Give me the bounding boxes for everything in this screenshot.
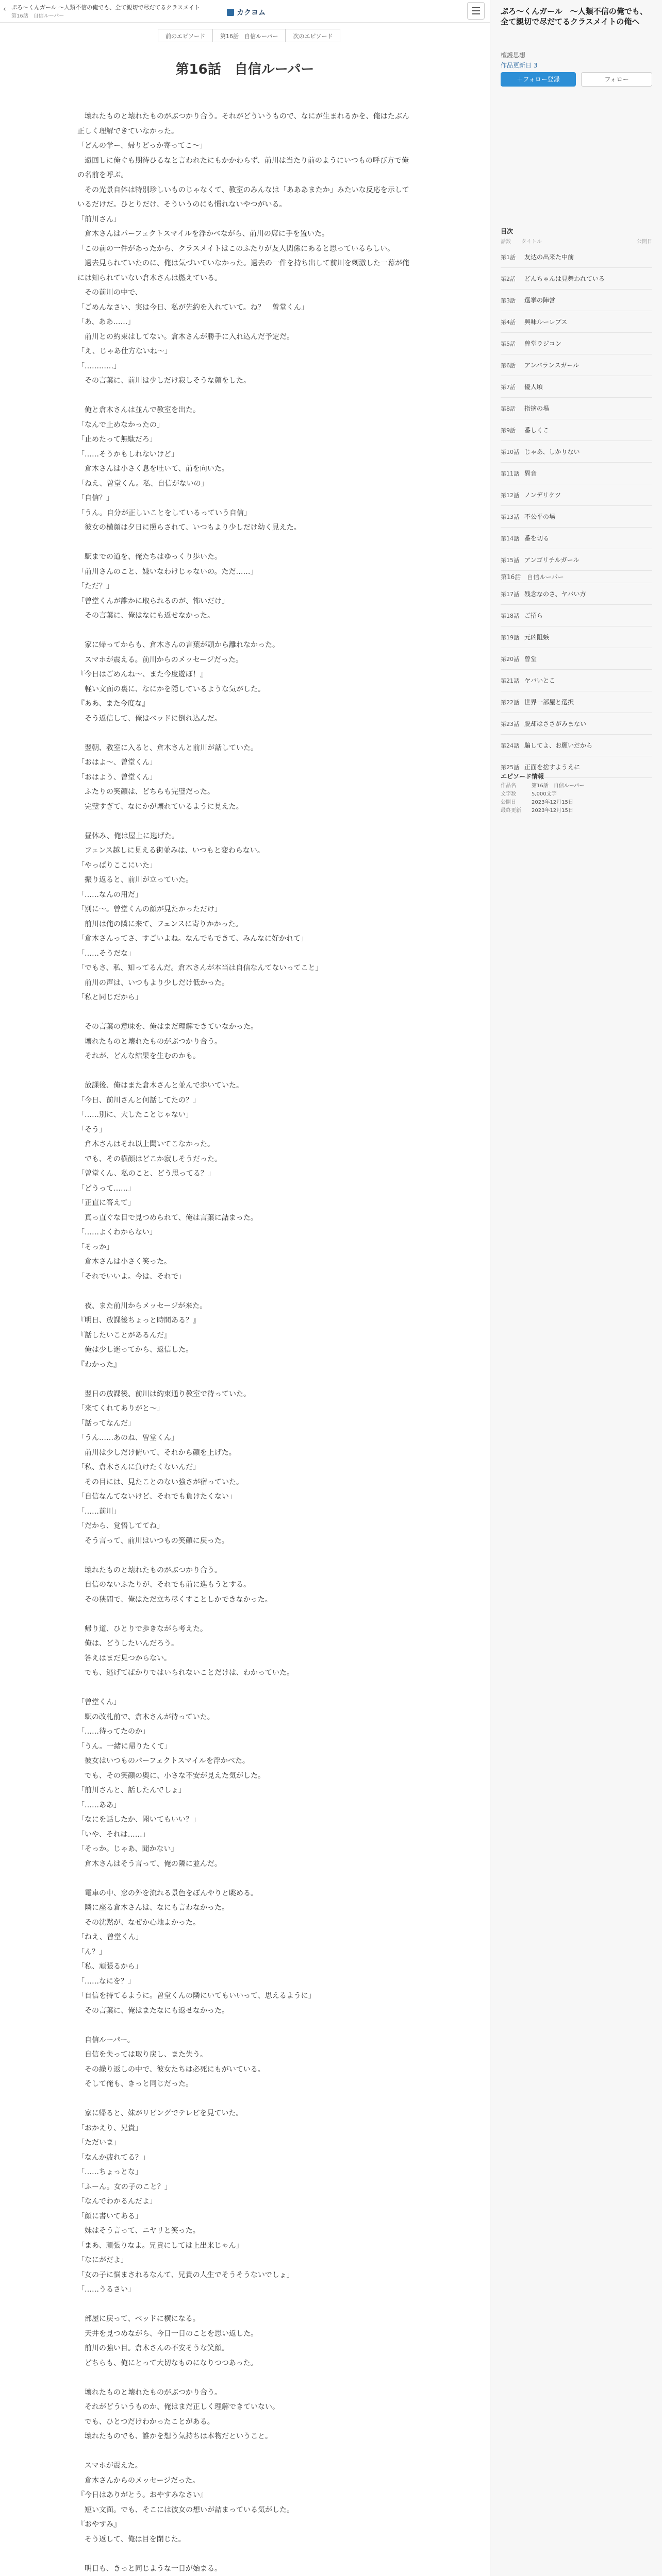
body-paragraph: 「私と同じだから」 bbox=[77, 993, 142, 1002]
body-paragraph bbox=[77, 2092, 412, 2107]
hamburger-icon-bar bbox=[472, 10, 480, 11]
body-paragraph: スマホが震える。前川からのメッセージだった。 bbox=[77, 655, 243, 664]
info-value: 第16話 自信ルーパー bbox=[532, 783, 585, 789]
body-paragraph: 「ふーん。女の子のこと？」 bbox=[77, 2182, 172, 2191]
body-paragraph: 倉木さんはそれ以上聞いてこなかった。 bbox=[77, 1140, 214, 1148]
follow-secondary-button[interactable]: フォロー bbox=[581, 72, 652, 87]
toc-item[interactable] bbox=[501, 691, 652, 713]
body-paragraph: 「女の子に悩まされるなんて、兄貴の人生でそうそうないでしょ」 bbox=[77, 2270, 294, 2279]
body-paragraph bbox=[77, 1871, 412, 1886]
toc-item-title: 番を切る bbox=[524, 535, 550, 542]
episode-info bbox=[501, 782, 652, 815]
toc-item-number: 第18話 bbox=[501, 612, 519, 619]
toc-item-number: 第8話 bbox=[501, 405, 516, 412]
sidebar-work-title[interactable]: ぷろ〜くんガール 〜人類不信の俺でも、全て親切で尽だてるクラスメイトの俺へ bbox=[501, 7, 648, 26]
body-paragraph: 翌日の放課後、前川は約束通り教室で待っていた。 bbox=[77, 1389, 251, 1398]
body-paragraph: 「でもさ、私、知ってるんだ。倉木さんが本当は自信なんてないってこと」 bbox=[77, 964, 323, 972]
body-paragraph bbox=[77, 2297, 412, 2312]
body-paragraph: 「前川さんと、話したんでしょ」 bbox=[77, 1786, 186, 1794]
body-paragraph: 自信のないふたりが、それでも前に進もうとする。 bbox=[77, 1581, 251, 1589]
toc-item[interactable] bbox=[501, 528, 652, 549]
hamburger-icon-bar bbox=[472, 13, 480, 14]
body-paragraph: 『ああ、また今度な』 bbox=[77, 700, 150, 708]
toc-item-number: 第22話 bbox=[501, 699, 519, 706]
body-paragraph: 真っ直ぐな目で見つめられて、俺は言葉に詰まった。 bbox=[77, 1213, 258, 1222]
body-paragraph: 「なにを話したか、聞いてもいい？」 bbox=[77, 1816, 200, 1824]
body-paragraph: 前川は少しだけ俯いて、それから顔を上げた。 bbox=[77, 1448, 236, 1457]
body-paragraph: 『話したいことがあるんだ』 bbox=[77, 1331, 171, 1340]
logo-mark-icon bbox=[227, 9, 234, 16]
body-paragraph: 自信ルーパー。 bbox=[77, 2036, 135, 2044]
body-paragraph: 倉木さんは小さく息を吐いて、前を向いた。 bbox=[77, 465, 229, 473]
body-paragraph: 「なんで止めなかったの」 bbox=[77, 420, 164, 429]
prev-episode-link[interactable]: 前のエピソード bbox=[158, 29, 213, 42]
toc-item-number: 第11話 bbox=[501, 470, 519, 477]
toc-col-num: 話数 bbox=[501, 239, 511, 245]
body-paragraph: それが、どんな結果を生むのかも。 bbox=[77, 1052, 200, 1060]
body-paragraph bbox=[77, 623, 412, 638]
toc-item-number: 第1話 bbox=[501, 253, 516, 261]
body-paragraph: 「なにがだよ」 bbox=[77, 2256, 128, 2264]
toc-item-number: 第19話 bbox=[501, 634, 519, 641]
toc-col-date: 公開日 bbox=[637, 239, 652, 245]
body-paragraph: 『今日はありがとう。おやすみなさい』 bbox=[77, 2491, 207, 2499]
body-paragraph: 自信を失っては取り戻し、また失う。 bbox=[77, 2050, 207, 2059]
body-paragraph: 「やっぱりここにいた」 bbox=[77, 861, 157, 870]
body-paragraph: その繰り返しの中で、彼女たちは必死にもがいている。 bbox=[77, 2065, 265, 2074]
next-episode-link[interactable]: 次のエピソード bbox=[293, 33, 333, 40]
body-paragraph: 「なんでわかるんだよ」 bbox=[77, 2197, 157, 2206]
body-paragraph: 短い文面。でも、そこには彼女の想いが詰まっている気がした。 bbox=[77, 2505, 294, 2514]
body-paragraph: でも、その横顔はどこか寂しそうだった。 bbox=[77, 1155, 222, 1163]
body-paragraph: フェンス越しに見える街並みは、いつもと変わらない。 bbox=[77, 846, 264, 855]
body-paragraph: 「あ、ああ……」 bbox=[77, 318, 135, 326]
body-paragraph: 俺と倉木さんは並んで教室を出た。 bbox=[77, 406, 200, 414]
body-paragraph: 「来てくれてありがと〜」 bbox=[77, 1404, 164, 1413]
toc-item[interactable] bbox=[501, 419, 652, 441]
body-paragraph: 前川の声は、いつもより少しだけ低かった。 bbox=[77, 978, 229, 987]
body-paragraph: 駅までの道を、俺たちはゆっくり歩いた。 bbox=[77, 553, 222, 561]
body-paragraph: 家に帰ると、妹がリビングでテレビを見ていた。 bbox=[77, 2109, 243, 2117]
body-paragraph: その言葉に、前川は少しだけ寂しそうな顔をした。 bbox=[77, 377, 251, 385]
body-paragraph: その目には、見たことのない強さが宿っていた。 bbox=[77, 1478, 243, 1486]
body-paragraph: 「ねえ、曽堂くん。私、自信がないの」 bbox=[77, 479, 208, 488]
toc-item-number: 第13話 bbox=[501, 513, 519, 520]
toc-item-number: 第2話 bbox=[501, 275, 516, 282]
body-paragraph: 「ねえ、曽堂くん」 bbox=[77, 1933, 143, 1941]
toc-col-title: タイトル bbox=[521, 239, 542, 245]
toc-item[interactable] bbox=[501, 354, 652, 376]
body-paragraph: 「……そうだな」 bbox=[77, 949, 135, 958]
toc-item-number: 第3話 bbox=[501, 297, 516, 304]
toc-item-title: 指摘の場 bbox=[524, 405, 550, 412]
toc-heading: 目次 bbox=[501, 228, 514, 235]
body-paragraph: 明日も、きっと同じような一日が始まる。 bbox=[77, 2564, 222, 2573]
body-paragraph: そう言って、前川はいつもの笑顔に戻った。 bbox=[77, 1536, 229, 1545]
body-paragraph: 倉木さんはパーフェクトスマイルを浮かべながら、前川の席に手を置いた。 bbox=[77, 230, 329, 238]
body-paragraph: 「……なんの用だ」 bbox=[77, 890, 142, 899]
info-key: 公開日 bbox=[501, 800, 516, 805]
body-paragraph: 前川の強い目。倉木さんの不安そうな笑顔。 bbox=[77, 2344, 229, 2352]
info-row bbox=[501, 790, 652, 799]
toc-item-title: 優人頃 bbox=[524, 383, 543, 391]
body-paragraph: 倉木さんは小さく笑った。 bbox=[77, 1258, 171, 1266]
body-paragraph: それがどういうものか、俺はまだ正しく理解できていない。 bbox=[77, 2403, 279, 2411]
menu-button[interactable] bbox=[467, 2, 485, 20]
toc-item[interactable] bbox=[501, 735, 652, 756]
body-paragraph: ふたりの笑顔は、どちらも完璧だった。 bbox=[77, 788, 214, 796]
body-paragraph: 「……そうかもしれないけど」 bbox=[77, 450, 178, 459]
toc-item-number: 第24話 bbox=[501, 742, 519, 749]
current-episode-label: 第16話 自信ルーパー bbox=[213, 29, 286, 42]
toc-item-title: 曽堂ラジコン bbox=[524, 340, 562, 347]
body-paragraph: 「別に〜。曽堂くんの顔が見たかっただけ」 bbox=[77, 905, 222, 913]
body-paragraph: 「前川さんのこと、嫌いなわけじゃないの。ただ……」 bbox=[77, 567, 258, 576]
body-paragraph: 壊れたものと壊れたものがぶつかり合う。 bbox=[77, 2388, 222, 2397]
body-paragraph: 隣に座る倉木さんは、なにも言わなかった。 bbox=[77, 1904, 229, 1912]
body-paragraph: 彼女の横顔は夕日に照らされて、いつもより少しだけ幼く見えた。 bbox=[77, 523, 301, 532]
toc-item[interactable] bbox=[501, 626, 652, 648]
body-paragraph: 「そっか」 bbox=[77, 1243, 113, 1251]
toc-item-title: ご招ら bbox=[524, 612, 543, 619]
body-paragraph: 「……よくわからない」 bbox=[77, 1228, 157, 1236]
body-paragraph: 「……前川」 bbox=[77, 1507, 121, 1516]
body-paragraph: 『今日はごめんね〜、また今度遊ぼ！』 bbox=[77, 670, 207, 679]
episode-info-heading: エピソード情報 bbox=[501, 773, 544, 780]
site-logo[interactable] bbox=[227, 7, 266, 18]
toc-item-title: アンバランスガール bbox=[524, 362, 580, 369]
body-paragraph: その言葉に、俺はまたなにも返せなかった。 bbox=[77, 2006, 229, 2015]
body-paragraph: その沈黙が、なぜか心地よかった。 bbox=[77, 1918, 200, 1927]
toc-item[interactable] bbox=[501, 583, 652, 605]
body-paragraph: 「……ああ」 bbox=[77, 1801, 121, 1809]
toc-item-title: 曽堂 bbox=[524, 655, 537, 663]
body-paragraph: どちらも、俺にとって大切なものになりつつあった。 bbox=[77, 2359, 258, 2367]
follow-button[interactable]: ＋フォロー登録 bbox=[501, 72, 576, 87]
toc-item-number: 第25話 bbox=[501, 764, 519, 771]
toc-item-number: 第12話 bbox=[501, 492, 519, 499]
body-paragraph: 「今日、前川さんと何話してたの？」 bbox=[77, 1096, 200, 1105]
body-paragraph bbox=[77, 1284, 412, 1299]
body-paragraph: 答えはまだ見つからない。 bbox=[77, 1654, 171, 1663]
body-paragraph: 「ん？」 bbox=[77, 1947, 106, 1956]
toc-item[interactable] bbox=[501, 506, 652, 528]
body-paragraph: 「なんか疲れてる？」 bbox=[77, 2153, 150, 2162]
body-paragraph: 『おやすみ』 bbox=[77, 2520, 121, 2529]
toc-item-number: 第7話 bbox=[501, 383, 516, 391]
toc-item[interactable] bbox=[501, 463, 652, 484]
body-paragraph: 「……なにを？」 bbox=[77, 1977, 135, 1986]
body-paragraph: 「うん。自分が正しいことをしているっていう自信」 bbox=[77, 509, 251, 517]
body-paragraph: 壊れたものと壊れたものがぶつかり合う。 bbox=[77, 1037, 222, 1046]
body-paragraph bbox=[77, 2444, 412, 2459]
toc-item-title: ノンデリケツ bbox=[524, 492, 561, 499]
body-paragraph: 帰り道、ひとりで歩きながら考えた。 bbox=[77, 1624, 207, 1633]
sidebar-updated: 作品更新日 3 bbox=[501, 62, 538, 69]
body-paragraph bbox=[77, 1064, 412, 1079]
body-paragraph: その前川の中で、 bbox=[77, 289, 142, 297]
body-paragraph: 「そっか。じゃあ、聞かない」 bbox=[77, 1845, 178, 1853]
body-paragraph bbox=[77, 1548, 412, 1563]
toc-item-number: 第21話 bbox=[501, 677, 519, 684]
body-paragraph: 「私、頑張るから」 bbox=[77, 1962, 142, 1971]
body-paragraph bbox=[77, 726, 412, 741]
body-paragraph: スマホが震えた。 bbox=[77, 2462, 142, 2470]
body-paragraph: 壊れたものでも、誰かを想う気持ちは本物だということ。 bbox=[77, 2432, 272, 2441]
body-paragraph: でも、逃げてばかりではいられないことだけは、わかっていた。 bbox=[77, 1669, 294, 1677]
body-paragraph: 「曽堂くん、私のこと、どう思ってる？」 bbox=[77, 1170, 215, 1178]
toc-item[interactable] bbox=[501, 648, 652, 670]
site-name: カクヨム bbox=[237, 9, 266, 17]
body-paragraph: 俺は少し迷ってから、返信した。 bbox=[77, 1346, 193, 1354]
body-paragraph: 「まあ、頑張りなよ。兄貴にしては上出来じゃん」 bbox=[77, 2241, 243, 2250]
sidebar-author[interactable]: 檀護思想 bbox=[501, 52, 526, 59]
toc-item-title: 異音 bbox=[524, 470, 537, 477]
toc-current-episode[interactable]: 第16話 自信ルーパー bbox=[501, 571, 652, 583]
body-paragraph: 「どんの学ー、帰りどっか寄ってこ〜」 bbox=[77, 142, 207, 150]
body-paragraph bbox=[77, 388, 412, 403]
body-paragraph: 「どうって……」 bbox=[77, 1184, 135, 1193]
episode-body bbox=[77, 109, 412, 2576]
body-paragraph: その言葉に、俺はなにも返せなかった。 bbox=[77, 612, 214, 620]
body-paragraph: 部屋に戻って、ベッドに横になる。 bbox=[77, 2315, 200, 2323]
series-title-link[interactable]: ぷろ〜くんガール 〜人類不信の俺でも、全て親切で尽だてるクラスメイト bbox=[11, 4, 200, 11]
toc-item-title: 脱却はささがみまない bbox=[524, 720, 587, 727]
body-paragraph: 天井を見つめながら、今日一日のことを思い返した。 bbox=[77, 2329, 258, 2338]
toc-item-title: 正面を捨すようえに bbox=[524, 764, 581, 771]
body-paragraph bbox=[77, 1372, 412, 1387]
body-paragraph: 「曽堂くん」 bbox=[77, 1698, 121, 1706]
toc-item[interactable] bbox=[501, 376, 652, 398]
toc-item-number: 第15話 bbox=[501, 556, 519, 564]
toc-item[interactable] bbox=[501, 713, 652, 735]
toc-item[interactable] bbox=[501, 484, 652, 506]
body-paragraph: 『明日、放課後ちょっと時間ある？』 bbox=[77, 1316, 200, 1325]
toc-item-number: 第20話 bbox=[501, 655, 519, 663]
body-paragraph: 「おはよう、曽堂くん」 bbox=[77, 773, 157, 782]
toc-item[interactable] bbox=[501, 441, 652, 463]
body-paragraph: 「それでいいよ。今は、それで」 bbox=[77, 1272, 186, 1281]
body-paragraph: 「え、じゃあ仕方ないね〜」 bbox=[77, 347, 172, 355]
info-key: 最終更新 bbox=[501, 808, 521, 814]
body-paragraph: 彼女はいつものパーフェクトスマイルを浮かべた。 bbox=[77, 1757, 250, 1765]
body-paragraph: 夜、また前川からメッセージが来た。 bbox=[77, 1301, 207, 1310]
info-row bbox=[501, 799, 652, 807]
hamburger-icon-bar bbox=[472, 7, 480, 8]
body-paragraph: 翌朝、教室に入ると、倉木さんと前川が話していた。 bbox=[77, 743, 258, 752]
body-paragraph bbox=[77, 1607, 412, 1622]
body-paragraph: 昼休み、俺は屋上に逃げた。 bbox=[77, 832, 179, 840]
body-paragraph: 「話ってなんだ」 bbox=[77, 1419, 135, 1428]
toc-item[interactable] bbox=[501, 398, 652, 419]
toc-item-number: 第23話 bbox=[501, 720, 519, 727]
toc-item-number: 第6話 bbox=[501, 362, 516, 369]
body-paragraph: 壊れたものと壊れたものがぶつかり合う。それがどういうもので、なにが生まれるかを、俺はたぶん正しく理解できていなかった。 bbox=[77, 112, 409, 135]
body-paragraph bbox=[77, 2370, 412, 2385]
body-paragraph: 俺は、どうしたいんだろう。 bbox=[77, 1639, 178, 1648]
body-paragraph: 「正直に答えて」 bbox=[77, 1199, 135, 1207]
body-paragraph: 軽い文面の裏に、なにかを隠しているような気がした。 bbox=[77, 685, 265, 693]
toc-item-number: 第14話 bbox=[501, 535, 519, 542]
body-paragraph: 電車の中、窓の外を流れる景色をぼんやりと眺める。 bbox=[77, 1889, 258, 1897]
body-paragraph: 「顔に書いてある」 bbox=[77, 2212, 142, 2221]
body-paragraph: 「ただ？」 bbox=[77, 582, 113, 590]
body-paragraph: 倉木さんからのメッセージだった。 bbox=[77, 2476, 200, 2485]
body-paragraph: その光景自体は特別珍しいものじゃなくて、教室のみんなは「あああまたか」みたいな反応を示しているだけだ。ひとりだけ、そういうのにも慣れないやつがいる。 bbox=[77, 185, 409, 209]
info-value: 2023年12月15日 bbox=[532, 808, 573, 814]
body-paragraph: 「この前の一件があったから、クラスメイトはこのふたりが友人関係にあると思っているらしい。 bbox=[77, 244, 395, 253]
body-paragraph: 「うん。一緒に帰りたくて」 bbox=[77, 1742, 172, 1751]
body-paragraph: でも、ひとつだけわかったことがある。 bbox=[77, 2417, 214, 2426]
body-paragraph: 家に帰ってからも、倉木さんの言葉が頭から離れなかった。 bbox=[77, 641, 279, 649]
body-paragraph: 「おはよ〜、曽堂くん」 bbox=[77, 758, 157, 767]
body-paragraph: 「止めたって無駄だろ」 bbox=[77, 435, 157, 444]
body-paragraph bbox=[77, 2018, 412, 2033]
body-paragraph: 「……待ってたのか」 bbox=[77, 1727, 150, 1736]
toc-item-title: 興味ルーレプス bbox=[524, 318, 568, 326]
reader-main bbox=[0, 23, 490, 2576]
toc-item-title: じゃあ、しかりない bbox=[524, 448, 580, 455]
toc-item-title: 選挙の陣営 bbox=[524, 297, 556, 304]
body-paragraph: 「おかえり、兄貴」 bbox=[77, 2124, 142, 2132]
body-paragraph: 「ただいま」 bbox=[77, 2139, 121, 2147]
info-value: 2023年12月15日 bbox=[532, 800, 573, 805]
toc-item[interactable] bbox=[501, 290, 652, 311]
body-paragraph: 「いや、それは……」 bbox=[77, 1830, 150, 1839]
body-paragraph: 「うん……あのね、曽堂くん」 bbox=[77, 1434, 178, 1442]
sidebar bbox=[490, 0, 662, 2576]
body-paragraph: 過去見られていたのに、俺は気づいていなかった。過去の一件を持ち出して前川を刺激した一幕が俺には知られていない倉木さんは燃えている。 bbox=[77, 259, 409, 282]
body-paragraph: 前川との約束はしてない。倉木さんが勝手に入れ込んだ予定だ。 bbox=[77, 332, 294, 341]
toc-item-title: 不公平の場 bbox=[524, 513, 556, 520]
page-title: 第16話 自信ルーパー bbox=[175, 62, 315, 77]
toc-item-number: 第9話 bbox=[501, 427, 516, 434]
body-paragraph: 放課後、俺はまた倉木さんと並んで歩いていた。 bbox=[77, 1081, 243, 1090]
body-paragraph: 妹はそう言って、ニヤリと笑った。 bbox=[77, 2227, 200, 2235]
body-paragraph bbox=[77, 2547, 412, 2562]
body-paragraph: でも、その笑顔の奥に、小さな不安が見えた気がした。 bbox=[77, 1771, 265, 1780]
toc-item[interactable] bbox=[501, 333, 652, 354]
toc-list bbox=[501, 246, 652, 778]
body-paragraph: そして俺も、きっと同じだった。 bbox=[77, 2080, 193, 2088]
body-paragraph: そう返信して、俺はベッドに倒れ込んだ。 bbox=[77, 714, 222, 723]
body-paragraph: 「そう」 bbox=[77, 1125, 106, 1134]
body-paragraph: 壊れたものと壊れたものがぶつかり合う。 bbox=[77, 1566, 222, 1574]
body-paragraph: 「……うるさい」 bbox=[77, 2285, 135, 2294]
body-paragraph: 「……ちょっとな」 bbox=[77, 2168, 142, 2176]
body-paragraph: その言葉の意味を、俺はまだ理解できていなかった。 bbox=[77, 1023, 258, 1031]
body-paragraph: 遠回しに俺ぐも期待ひるなと言われたにもかかわらず、前川は当たり前のようにいつもの呼び方で俺の名前を呼ぶ。 bbox=[77, 156, 409, 179]
toc-item[interactable] bbox=[501, 311, 652, 333]
info-row bbox=[501, 807, 652, 815]
toc-item[interactable] bbox=[501, 268, 652, 290]
toc-item-number: 第4話 bbox=[501, 318, 516, 326]
toc-item-title: 騙してよ、お願いだから bbox=[524, 742, 593, 749]
toc-item-title: ヤバいとこ bbox=[524, 677, 556, 684]
toc-item-title: 番しくこ bbox=[524, 427, 550, 434]
body-paragraph: 倉木さんはそう言って、俺の隣に並んだ。 bbox=[77, 1859, 222, 1868]
body-paragraph: 「倉木さんってさ、すごいよね。なんでもできて、みんなに好かれて」 bbox=[77, 935, 308, 943]
toc-item-number: 第5話 bbox=[501, 340, 516, 347]
toc-item-title: 元凶阻嫉 bbox=[524, 634, 550, 641]
body-paragraph bbox=[77, 814, 412, 829]
toc-item-number: 第10話 bbox=[501, 448, 519, 455]
info-key: 文字数 bbox=[501, 791, 516, 797]
toc-item[interactable] bbox=[501, 670, 652, 691]
toc-item-number: 第17話 bbox=[501, 590, 519, 598]
episode-nav bbox=[158, 29, 340, 42]
body-paragraph bbox=[77, 1005, 412, 1020]
body-paragraph: 「……別に、大したことじゃない」 bbox=[77, 1111, 193, 1119]
info-value: 5,000文字 bbox=[532, 791, 557, 797]
body-paragraph: 「曽堂くんが誰かに取られるのが、怖いだけ」 bbox=[77, 597, 229, 605]
toc-item-title: アンゴリチルガール bbox=[524, 556, 580, 564]
body-paragraph: 『わかった』 bbox=[77, 1360, 121, 1369]
body-paragraph: 「自信なんてないけど、それでも負けたくない」 bbox=[77, 1493, 236, 1501]
body-paragraph: 振り返ると、前川が立っていた。 bbox=[77, 876, 193, 884]
body-paragraph: そう返して、俺は目を閉じた。 bbox=[77, 2535, 186, 2544]
body-paragraph: 前川は俺の隣に来て、フェンスに寄りかかった。 bbox=[77, 920, 243, 928]
body-paragraph: 「私、倉木さんに負けたくないんだ」 bbox=[77, 1463, 200, 1471]
body-paragraph: 「ごめんなさい、実は今日、私が先約を入れていて。ね？ 曽堂くん」 bbox=[77, 303, 308, 312]
body-paragraph: 「自信を持てるように。曽堂くんの隣にいてもいいって、思えるように」 bbox=[77, 1992, 316, 2000]
episode-label: 第16話 自信ルーパー bbox=[11, 13, 64, 19]
body-paragraph: 「自信？」 bbox=[77, 494, 113, 502]
toc-item-title: 友达の出来た中前 bbox=[524, 253, 574, 261]
body-paragraph: その狭間で、俺はただ立ち尽くすことしかできなかった。 bbox=[77, 1595, 272, 1604]
toc-item-title: 残念なのさ、ヤバい方 bbox=[524, 590, 586, 598]
body-paragraph: 「…………」 bbox=[77, 362, 121, 370]
toc-item-title: どんちゃんは見舞われている bbox=[524, 275, 605, 282]
body-paragraph: 「だから、覚悟しててね」 bbox=[77, 1522, 164, 1530]
toc-item-title: 世界一部屋と選択 bbox=[524, 699, 574, 706]
chevron-left-icon[interactable]: ‹ bbox=[3, 5, 6, 13]
info-key: 作品名 bbox=[501, 783, 516, 789]
toc-item[interactable] bbox=[501, 549, 652, 571]
body-paragraph bbox=[77, 1681, 412, 1696]
info-row bbox=[501, 782, 652, 790]
body-paragraph: 駅の改札前で、倉木さんが待っていた。 bbox=[77, 1713, 214, 1721]
toc-item[interactable] bbox=[501, 246, 652, 268]
body-paragraph: 「前川さん」 bbox=[77, 215, 121, 224]
body-paragraph: 完璧すぎて、なにかが壊れているように見えた。 bbox=[77, 802, 243, 811]
body-paragraph bbox=[77, 535, 412, 550]
toc-item[interactable] bbox=[501, 605, 652, 626]
